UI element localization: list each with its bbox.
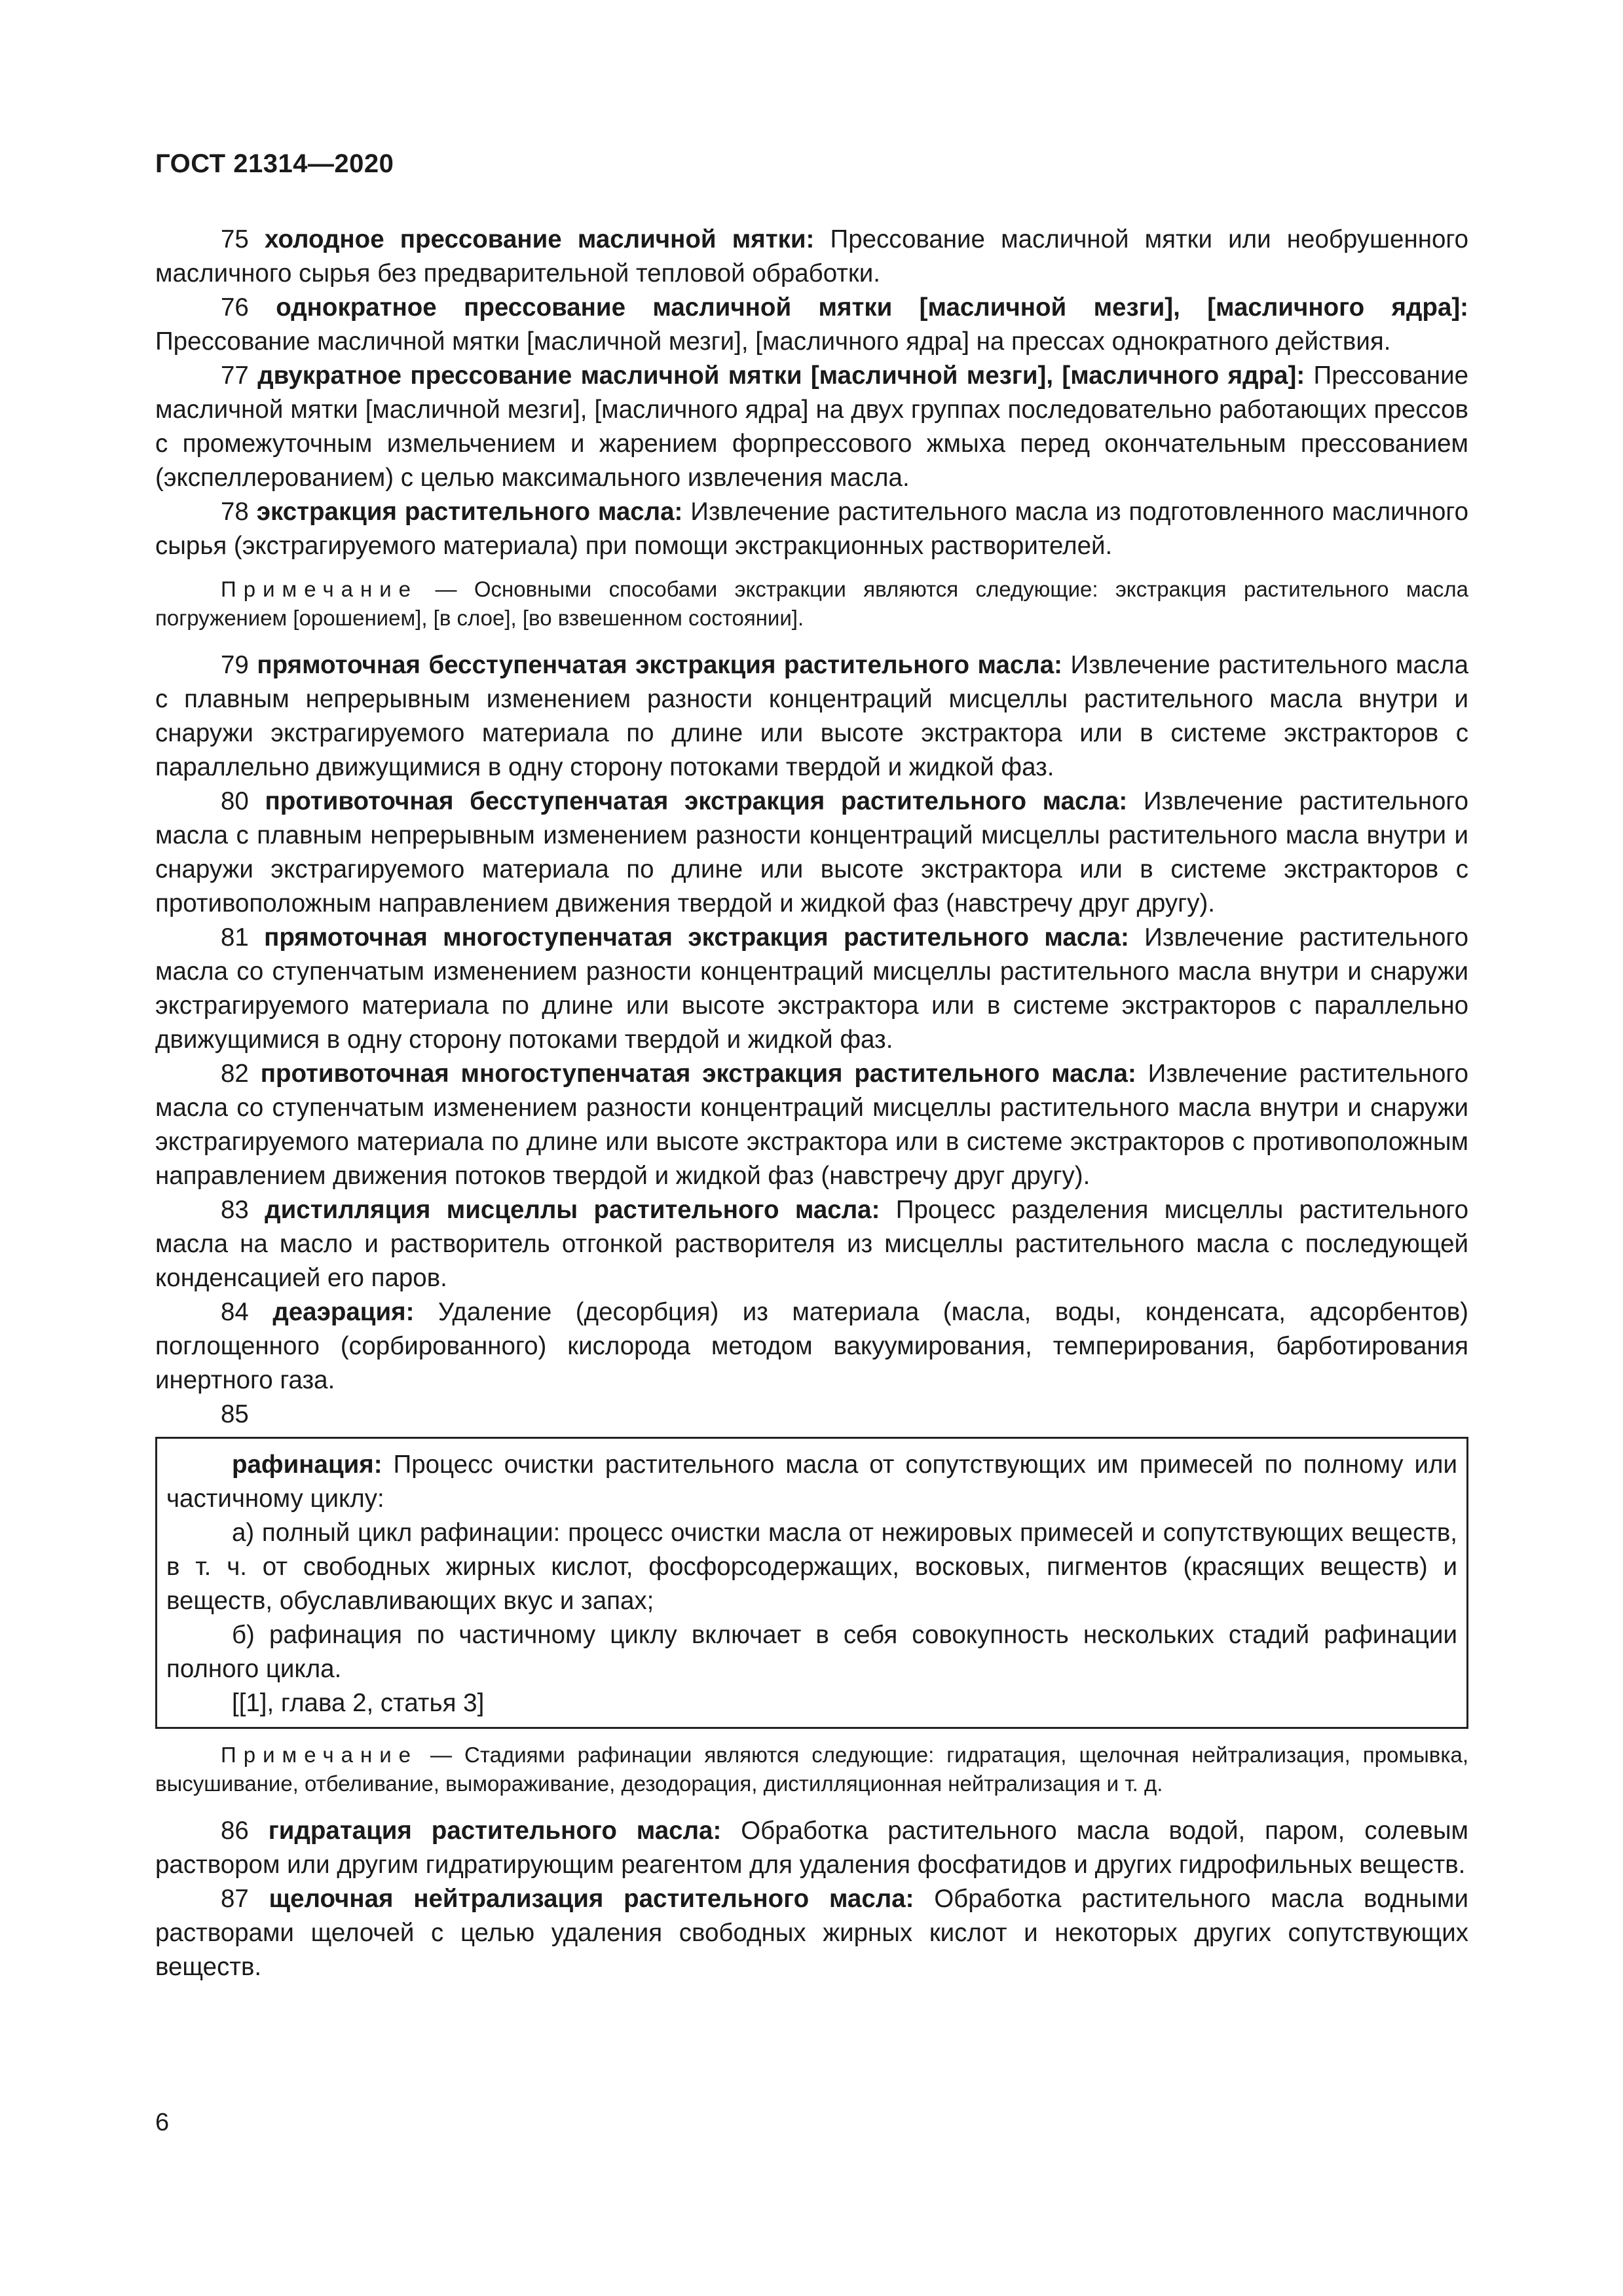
entry-79 — [155, 648, 1468, 785]
note-refining — [155, 1741, 1468, 1798]
note-text: — Стадиями рафинации являются следующие: гидратация, щелочная нейтрализация, промывка, высушивание, отбеливание, вымораживание, дезодорация, дистилляционная нейтрализация и т. д. — [155, 1743, 1468, 1796]
entry-definition: Процесс разделения мисцеллы растительного масла на масло и растворитель отгонкой растворителя из мисцеллы растительного масла с последующей конденсацией его паров. — [155, 1196, 1468, 1292]
entry-number: 81 — [221, 923, 249, 952]
entry-term: прямоточная многоступенчатая экстракция растительного масла: — [264, 923, 1129, 952]
entry-number: 76 — [221, 293, 249, 322]
entry-term: дистилляция мисцеллы растительного масла: — [265, 1196, 880, 1224]
entry-81 — [155, 921, 1468, 1057]
entry-definition: Извлечение растительного масла из подготовленного масличного сырья (экстрагируемого материала) при помощи экстракционных растворителей. — [155, 498, 1468, 560]
entry-definition: Прессование масличной мятки [масличной мезги], [масличного ядра] на двух группах последовательно работающих прессов с промежуточным измельчением и жарением форпрессового жмыха перед окончательным прессованием (экспеллерованием) с целью максимального извлечения масла. — [155, 361, 1468, 492]
entry-85-source: [[1], глава 2, статья 3] — [232, 1689, 485, 1717]
entry-definition: Извлечение растительного масла с плавным непрерывным изменением разности концентраций мисцеллы растительного масла внутри и снаружи экстрагируемого материала по длине или высоте экстрактора или в системе экстракторов с противоположным направлением движения твердой и жидкой фаз (навстречу друг другу). — [155, 787, 1469, 917]
page-number: 6 — [155, 2109, 170, 2136]
entry-number: 84 — [221, 1298, 249, 1326]
entry-76 — [155, 291, 1468, 359]
entry-number: 79 — [221, 651, 249, 679]
entry-80 — [155, 785, 1468, 921]
entry-definition: Прессование масличной мятки или необрушенного масличного сырья без предварительной тепловой обработки. — [155, 225, 1469, 287]
entry-85-item-a: а) полный цикл рафинации: процесс очистки масла от нежировых примесей и сопутствующих веществ, в т. ч. от свободных жирных кислот, фосфорсодержащих, восковых, пигментов (красящих веществ) и веществ, обуславливающих вкус и запах; — [166, 1519, 1457, 1615]
entry-term: холодное прессование масличной мятки: — [265, 225, 815, 253]
entry-number: 75 — [221, 225, 249, 253]
entry-definition: Извлечение растительного масла со ступенчатым изменением разности концентраций мисцеллы растительного масла внутри и снаружи экстрагируемого материала по длине или высоте экстрактора или в системе экстракторов с противоположным направлением движения потоков твердой и жидкой фаз (навстречу друг другу). — [155, 1060, 1469, 1190]
entry-84 — [155, 1295, 1468, 1398]
note-label: Примечание — [221, 1743, 419, 1767]
entry-number: 82 — [221, 1060, 249, 1088]
note-label: Примечание — [221, 577, 419, 601]
note-text: — Основными способами экстракции являются следующие: экстракция растительного масла погружением [орошением], [в слое], [во взвешенном состоянии]. — [155, 577, 1468, 630]
note-extraction — [155, 575, 1468, 633]
entry-term: противоточная многоступенчатая экстракция растительного масла: — [260, 1060, 1136, 1088]
entry-82 — [155, 1057, 1468, 1193]
entry-term: щелочная нейтрализация растительного масла: — [269, 1885, 914, 1913]
entry-83 — [155, 1193, 1468, 1295]
entry-86 — [155, 1814, 1468, 1882]
document-code: ГОСТ 21314—2020 — [155, 149, 394, 178]
entry-definition: Удаление (десорбция) из материала (масла, воды, конденсата, адсорбентов) поглощенного (сорбированного) кислорода методом вакуумирования, темперирования, барботирования инертного газа. — [155, 1298, 1468, 1394]
entry-term: двукратное прессование масличной мятки [масличной мезги], [масличного ядра]: — [257, 361, 1305, 390]
entry-term: рафинация: — [232, 1451, 382, 1479]
entry-term: противоточная бесступенчатая экстракция растительного масла: — [265, 787, 1128, 815]
entry-definition: Обработка растительного масла водными растворами щелочей с целью удаления свободных жирных кислот и некоторых других сопутствующих веществ. — [155, 1885, 1469, 1981]
entry-term: однократное прессование масличной мятки [масличной мезги], [масличного ядра]: — [276, 293, 1468, 322]
entry-number: 86 — [221, 1817, 249, 1845]
entry-definition: Извлечение растительного масла с плавным непрерывным изменением разности концентраций мисцеллы растительного масла внутри и снаружи экстрагируемого материала по длине или высоте экстрактора или в системе экстракторов с параллельно движущимися в одну сторону потоками твердой и жидкой фаз. — [155, 651, 1469, 781]
entry-number: 80 — [221, 787, 249, 815]
entry-number: 78 — [221, 498, 249, 526]
entry-definition: Извлечение растительного масла со ступенчатым изменением разности концентраций мисцеллы растительного масла внутри и снаружи экстрагируемого материала по длине или высоте экстрактора или в системе экстракторов с параллельно движущимися в одну сторону потоками твердой и жидкой фаз. — [155, 923, 1469, 1054]
entry-85-box — [155, 1437, 1468, 1729]
entry-definition: Прессование масличной мятки [масличной мезги], [масличного ядра] на прессах однократного действия. — [155, 327, 1391, 356]
entry-number: 77 — [221, 361, 249, 390]
entry-definition: Процесс очистки растительного масла от сопутствующих им примесей по полному или частичному циклу: — [166, 1451, 1457, 1513]
entry-number: 83 — [221, 1196, 249, 1224]
entry-78 — [155, 495, 1468, 563]
entry-term: экстракция растительного масла: — [256, 498, 683, 526]
entry-term: деаэрация: — [272, 1298, 415, 1326]
entry-87 — [155, 1882, 1468, 1984]
entry-term: гидратация растительного масла: — [268, 1817, 722, 1845]
entry-85-number: 85 — [221, 1400, 249, 1428]
entry-term: прямоточная бесступенчатая экстракция растительного масла: — [257, 651, 1062, 679]
entry-75 — [155, 223, 1468, 291]
entry-number: 87 — [221, 1885, 249, 1913]
document-body — [155, 223, 1468, 1984]
entry-85 — [166, 1448, 1457, 1516]
entry-77 — [155, 359, 1468, 495]
entry-definition: Обработка растительного масла водой, паром, солевым раствором или другим гидратирующим реагентом для удаления фосфатидов и других гидрофильных веществ. — [155, 1817, 1468, 1879]
entry-85-item-b: б) рафинация по частичному циклу включает в себя совокупность нескольких стадий рафинации полного цикла. — [166, 1621, 1457, 1683]
